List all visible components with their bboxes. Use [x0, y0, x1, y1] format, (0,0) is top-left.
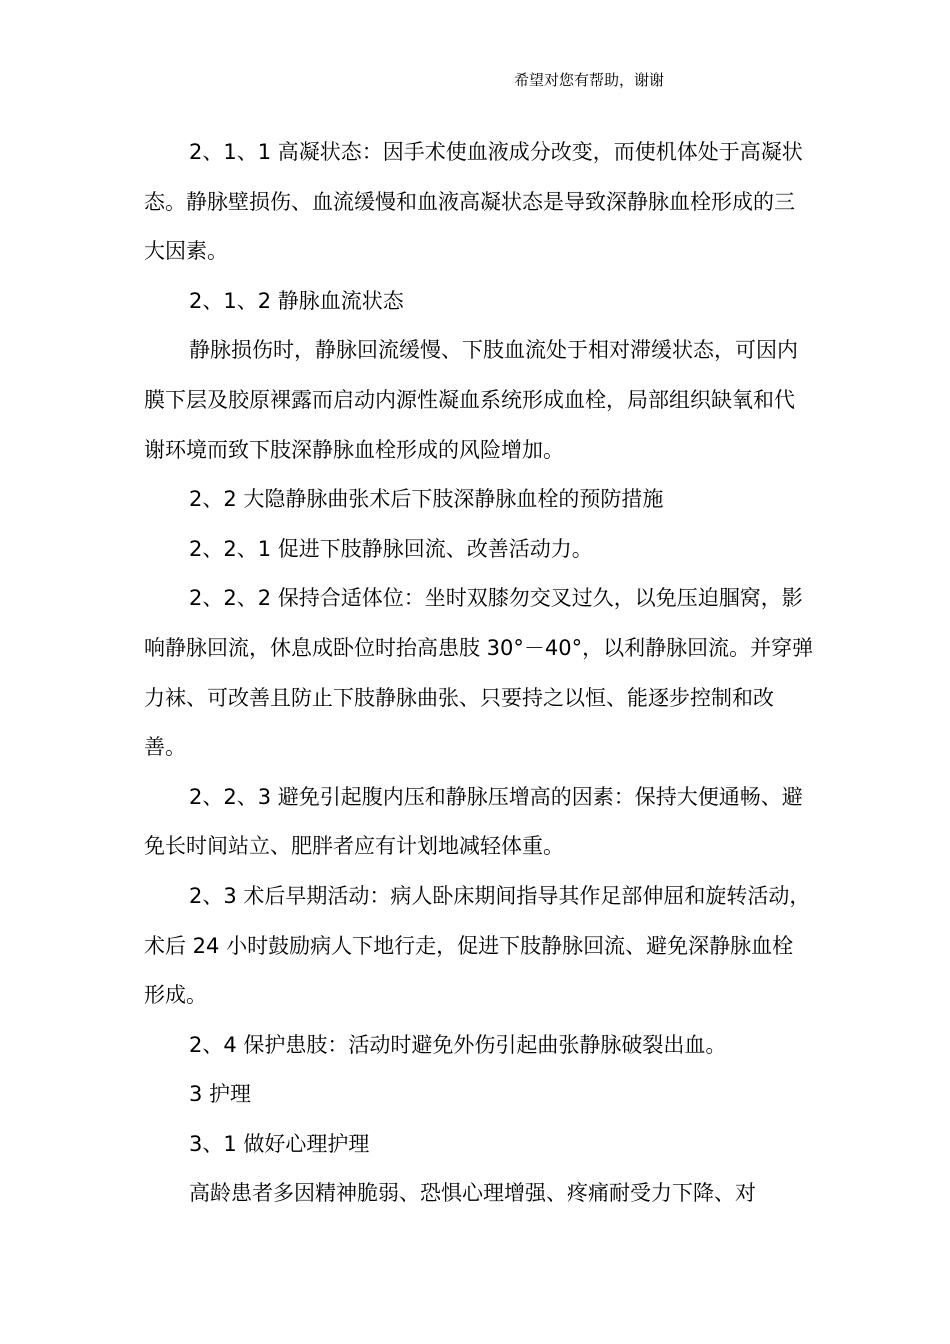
paragraph-body-position: 2、2、2 保持合适体位：坐时双膝勿交叉过久，以免压迫腘窝，影响静脉回流，休息成卧位时抬高患肢 30°－40°，以利静脉回流。并穿弹力袜、可改善且防止下肢静脉曲张、只要持之以恒、能逐步控制和改善。	[144, 586, 814, 760]
heading-prevention-measures: 2、2 大隐静脉曲张术后下肢深静脉血栓的预防措施	[189, 487, 664, 512]
paragraph-protect-limb: 2、4 保护患肢：活动时避免外伤引起曲张静脉破裂出血。	[189, 1032, 727, 1057]
paragraph-elderly-patients: 高龄患者多因精神脆弱、恐惧心理增强、疼痛耐受力下降、对	[189, 1181, 756, 1206]
paragraph-promote-return: 2、2、1 促进下肢静脉回流、改善活动力。	[189, 536, 593, 561]
paragraph-high-coagulation: 2、1、1 高凝状态：因手术使血液成分改变，而使机体处于高凝状态。静脉壁损伤、血流缓慢和血液高凝状态是导致深静脉血栓形成的三大因素。	[144, 140, 803, 264]
paragraph-venous-injury: 静脉损伤时，静脉回流缓慢、下肢血流处于相对滞缓状态，可因内膜下层及胶原裸露而启动内源性凝血系统形成血栓，局部组织缺氧和代谢环境而致下肢深静脉血栓形成的风险增加。	[144, 338, 798, 462]
paragraph-avoid-pressure: 2、2、3 避免引起腹内压和静脉压增高的因素：保持大便通畅、避免长时间站立、肥胖者应有计划地减轻体重。	[144, 784, 803, 859]
heading-psychological-care: 3、1 做好心理护理	[189, 1131, 370, 1156]
header-note: 希望对您有帮助，谢谢	[514, 71, 665, 89]
paragraph-early-activity: 2、3 术后早期活动：病人卧床期间指导其作足部伸屈和旋转活动，术后 24 小时鼓励病人下地行走，促进下肢静脉回流、避免深静脉血栓形成。	[144, 883, 811, 1008]
document-body	[144, 128, 814, 1219]
heading-venous-flow: 2、1、2 静脉血流状态	[189, 288, 404, 313]
heading-nursing: 3 护理	[189, 1082, 252, 1107]
